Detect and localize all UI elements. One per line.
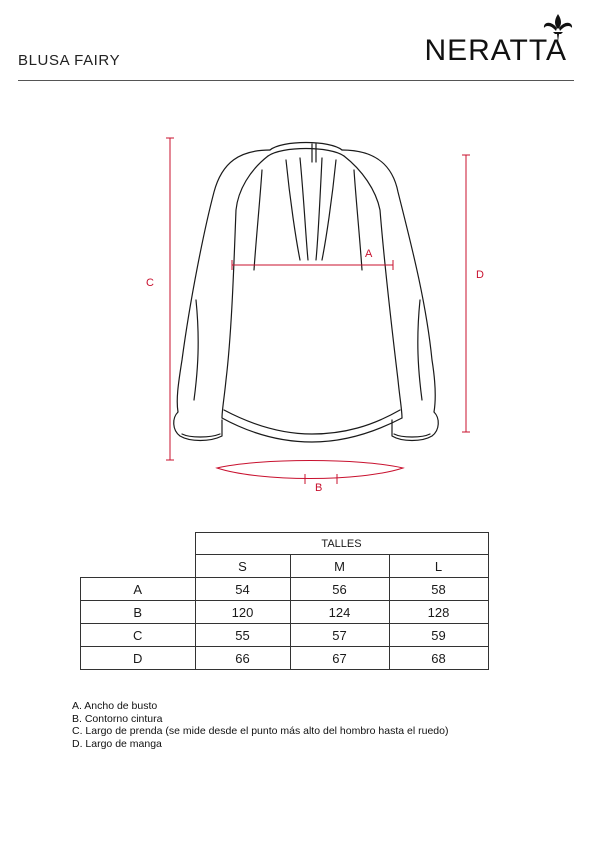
table-cell: 55 xyxy=(195,624,290,647)
note-item: B. Contorno cintura xyxy=(72,712,163,725)
table-cell: 58 xyxy=(389,578,488,601)
table-row xyxy=(81,647,489,670)
note-item: A. Ancho de busto xyxy=(72,700,158,712)
row-label: B xyxy=(81,601,196,624)
size-header: S xyxy=(195,555,290,578)
table-cell: 128 xyxy=(389,601,488,624)
measure-label-c: C xyxy=(146,277,154,289)
brand-logo-text: NERATTA xyxy=(424,34,567,67)
table-row xyxy=(81,624,489,647)
row-label: D xyxy=(81,647,196,670)
table-cell: 67 xyxy=(290,647,389,670)
talles-header: TALLES xyxy=(195,533,488,555)
blouse-outline xyxy=(174,143,439,443)
table-cell: 54 xyxy=(195,578,290,601)
table-cell: 68 xyxy=(389,647,488,670)
note-item: D. Largo de manga xyxy=(72,737,162,750)
table-row xyxy=(81,601,489,624)
row-label: A xyxy=(81,578,196,601)
table-cell: 59 xyxy=(389,624,488,647)
measure-label-b: B xyxy=(315,482,323,494)
row-label: C xyxy=(81,624,196,647)
table-cell: 124 xyxy=(290,601,389,624)
table-cell: 66 xyxy=(195,647,290,670)
size-header: L xyxy=(389,555,488,578)
product-title: BLUSA FAIRY xyxy=(18,52,121,69)
measurement-lines xyxy=(166,138,470,484)
table-cell: 56 xyxy=(290,578,389,601)
measurement-notes xyxy=(72,700,448,750)
table-size-header-row xyxy=(81,555,489,578)
table-row xyxy=(81,578,489,601)
table-group-header-row xyxy=(81,533,489,555)
size-table xyxy=(80,532,489,670)
table-cell: 57 xyxy=(290,624,389,647)
measure-label-a: A xyxy=(365,248,373,260)
table-cell: 120 xyxy=(195,601,290,624)
measure-label-d: D xyxy=(476,269,484,281)
note-item: C. Largo de prenda (se mide desde el punto más alto del hombro hasta el ruedo) xyxy=(72,725,449,737)
size-header: M xyxy=(290,555,389,578)
measure-b-ellipse xyxy=(217,461,403,479)
